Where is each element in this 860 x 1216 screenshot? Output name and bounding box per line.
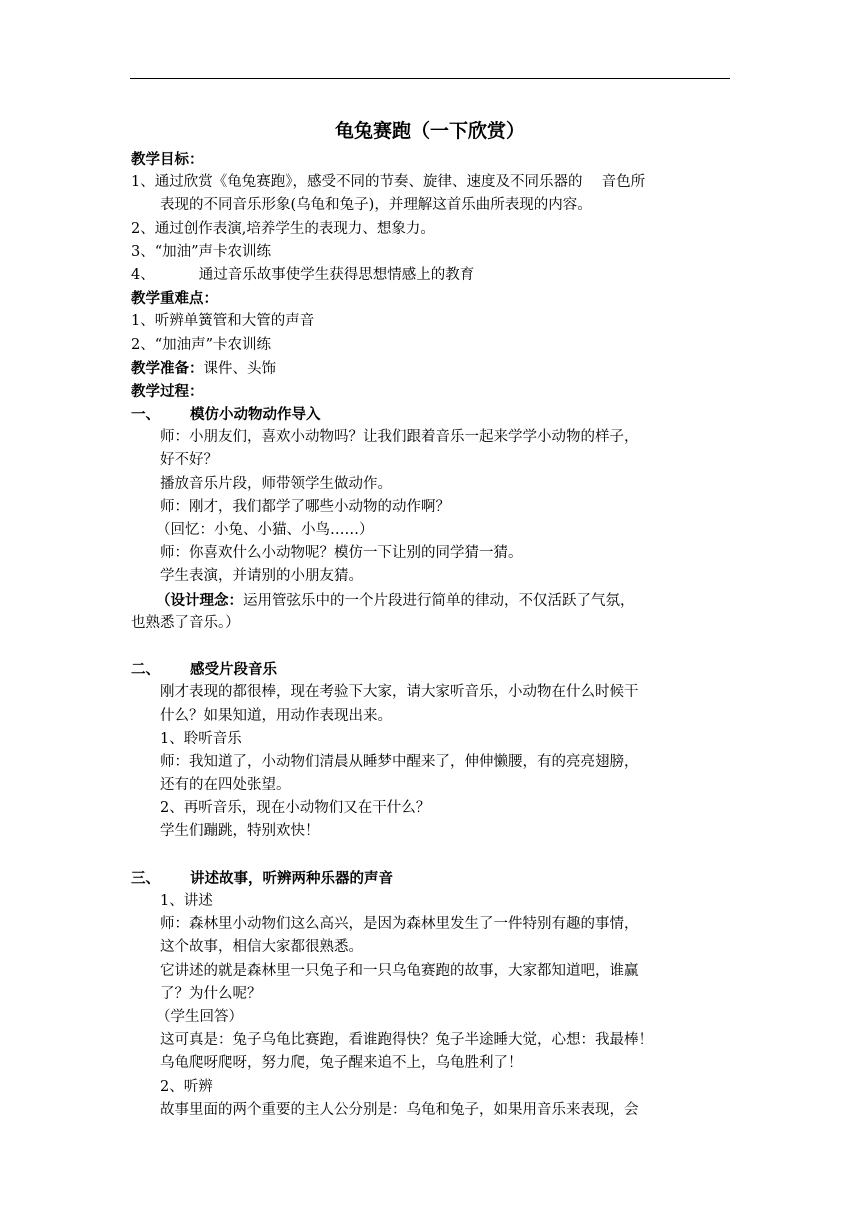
- section-3-para-1: 1、讲述: [160, 893, 213, 909]
- section-2-number: 二、: [131, 661, 160, 679]
- section-1-para-6: 学生表演，并请别的小朋友猜。: [160, 568, 363, 585]
- section-2-para-3-cont: 还有的在四处张望。: [160, 777, 291, 794]
- section-3-para-3: 它讲述的就是森林里一只兔子和一只乌龟赛跑的故事，大家都知道吧，谁赢: [160, 962, 639, 979]
- section-3-number: 三、: [131, 869, 160, 887]
- goals-heading: 教学目标：: [131, 151, 204, 168]
- document-title: 龟兔赛跑（一下欣赏）: [334, 120, 525, 142]
- section-3-para-4: （学生回答）: [156, 1008, 243, 1025]
- key-point-1: 1、听辨单簧管和大管的声音: [131, 313, 315, 330]
- section-3-para-6: 2、听辨: [160, 1078, 213, 1095]
- preparation-text: 课件、头饰: [203, 360, 276, 377]
- section-2-para-1: 刚才表现的都很棒，现在考验下大家，请大家听音乐，小动物在什么时候干: [160, 684, 639, 701]
- section-1-title: 模仿小动物动作导入: [190, 406, 321, 424]
- section-2-title: 感受片段音乐: [190, 661, 277, 679]
- section-1-para-2: 播放音乐片段，师带领学生做动作。: [160, 475, 392, 492]
- goal-item-2: 2、通过创作表演,培养学生的表现力、想象力。: [131, 220, 435, 237]
- section-3-para-2: 师：森林里小动物们这么高兴，是因为森林里发生了一件特别有趣的事情，: [160, 916, 639, 933]
- section-2-para-3: 师：我知道了，小动物们清晨从睡梦中醒来了，伸伸懒腰，有的亮亮翅膀，: [160, 753, 639, 770]
- header-rule: [130, 78, 730, 79]
- section-1-para-5: 师：你喜欢什么小动物呢？模仿一下让别的同学猜一猜。: [160, 545, 523, 562]
- goal-item-1-cont: 表现的不同音乐形象(乌龟和兔子)，并理解这首乐曲所表现的内容。: [160, 197, 592, 214]
- section-1-para-4: （回忆：小兔、小猫、小鸟……）: [156, 522, 374, 538]
- section-2-heading: [131, 658, 731, 681]
- section-3-para-7: 故事里面的两个重要的主人公分别是：乌龟和兔子，如果用音乐来表现，会: [160, 1101, 639, 1118]
- preparation-label: 教学准备：: [131, 359, 204, 377]
- section-1-para-1-cont: 好不好？: [160, 452, 218, 469]
- section-3-para-3-cont: 了？为什么呢？: [160, 985, 262, 1002]
- key-point-2: 2、“加油声”卡农训练: [131, 336, 272, 353]
- goal-item-1: 1、通过欣赏《龟兔赛跑》，感受不同的节奏、旋律、速度及不同乐器的 音色所: [131, 174, 646, 191]
- section-2-para-4: 2、再听音乐，现在小动物们又在干什么？: [160, 800, 431, 817]
- section-2-para-5: 学生们蹦跳，特别欢快！: [160, 823, 320, 840]
- goal-item-4: [131, 264, 731, 287]
- process-heading: 教学过程：: [131, 382, 204, 400]
- goal-item-3: 3、“加油”声卡农训练: [131, 243, 272, 260]
- section-3-para-2-cont: 这个故事，相信大家都很熟悉。: [160, 939, 363, 956]
- section-3-heading: [131, 867, 731, 890]
- goal-item-4-text: 通过音乐故事使学生获得思想情感上的教育: [198, 266, 475, 283]
- section-1-para-1: 师：小朋友们，喜欢小动物吗？让我们跟着音乐一起来学学小动物的样子，: [160, 429, 639, 446]
- section-1-heading: [131, 403, 731, 426]
- key-points-heading: 教学重难点：: [131, 290, 218, 308]
- design-note-label: （设计理念：: [156, 591, 243, 609]
- section-3-para-5: 这可真是：兔子乌龟比赛跑，看谁跑得快？兔子半途睡大觉，心想：我最棒！: [160, 1032, 653, 1049]
- section-2-para-2: 1、聆听音乐: [160, 730, 242, 747]
- section-1-para-3: 师：刚才，我们都学了哪些小动物的动作啊？: [160, 498, 450, 515]
- section-1-design-note: [131, 589, 731, 612]
- preparation-line: [131, 357, 731, 380]
- design-note-text: 运用管弦乐中的一个片段进行简单的律动，不仅活跃了气氛，: [243, 592, 635, 609]
- section-3-para-5-cont: 乌龟爬呀爬呀，努力爬，兔子醒来追不上，乌龟胜利了！: [160, 1055, 523, 1072]
- document-body: [131, 148, 731, 1122]
- section-1-number: 一、: [131, 406, 160, 424]
- section-2-para-1-cont: 什么？如果知道，用动作表现出来。: [160, 707, 392, 724]
- section-1-design-note-cont: 也熟悉了音乐。）: [131, 614, 240, 631]
- section-3-title: 讲述故事，听辨两种乐器的声音: [190, 869, 393, 887]
- goal-item-4-number: 4、: [131, 266, 155, 283]
